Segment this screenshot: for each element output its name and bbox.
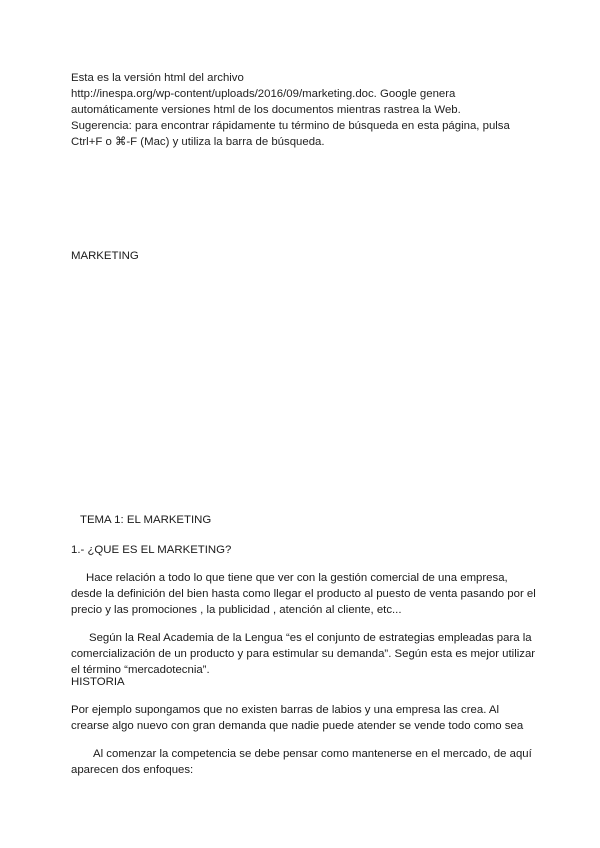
paragraph-line: crearse algo nuevo con gran demanda que nadie puede atender se vende todo como sea: [71, 720, 524, 732]
paragraph-line: Según la Real Academia de la Lengua “es el conjunto de estrategias empleadas para la: [89, 632, 532, 644]
tema-title: TEMA 1: EL MARKETING: [80, 514, 212, 526]
section-heading: 1.- ¿QUE ES EL MARKETING?: [71, 544, 232, 556]
paragraph-line: Por ejemplo supongamos que no existen barras de labios y una empresa las crea. Al: [71, 704, 500, 716]
paragraph-line: Hace relación a todo lo que tiene que ver con la gestión comercial de una empresa,: [86, 572, 508, 584]
paragraph-line: comercialización de un producto y para estimular su demanda”. Según esta es mejor utilizar: [71, 648, 536, 660]
paragraph-line: aparecen dos enfoques:: [71, 764, 194, 776]
cover-title: MARKETING: [71, 250, 139, 262]
paragraph-line: precio y las promociones , la publicidad , atención al cliente, etc...: [71, 604, 402, 616]
cache-notice-source-link[interactable]: http://inespa.org/wp-content/uploads/2016/09/marketing.doc. Google genera: [71, 88, 456, 100]
cache-notice-tip: Ctrl+F o ⌘-F (Mac) y utiliza la barra de búsqueda.: [71, 136, 325, 148]
paragraph-line: desde la definición del bien hasta como llegar el producto al puesto de venta pasando por el: [71, 588, 536, 600]
cache-notice-line: automáticamente versiones html de los documentos mientras rastrea la Web.: [71, 104, 461, 116]
cache-notice-line: Esta es la versión html del archivo: [71, 72, 244, 84]
paragraph-line: el término “mercadotecnia”.: [71, 664, 210, 676]
cache-notice-tip: Sugerencia: para encontrar rápidamente tu término de búsqueda en esta página, pulsa: [71, 120, 510, 132]
paragraph-line: Al comenzar la competencia se debe pensar como mantenerse en el mercado, de aquí: [93, 748, 532, 760]
historia-heading: HISTORIA: [71, 676, 125, 688]
